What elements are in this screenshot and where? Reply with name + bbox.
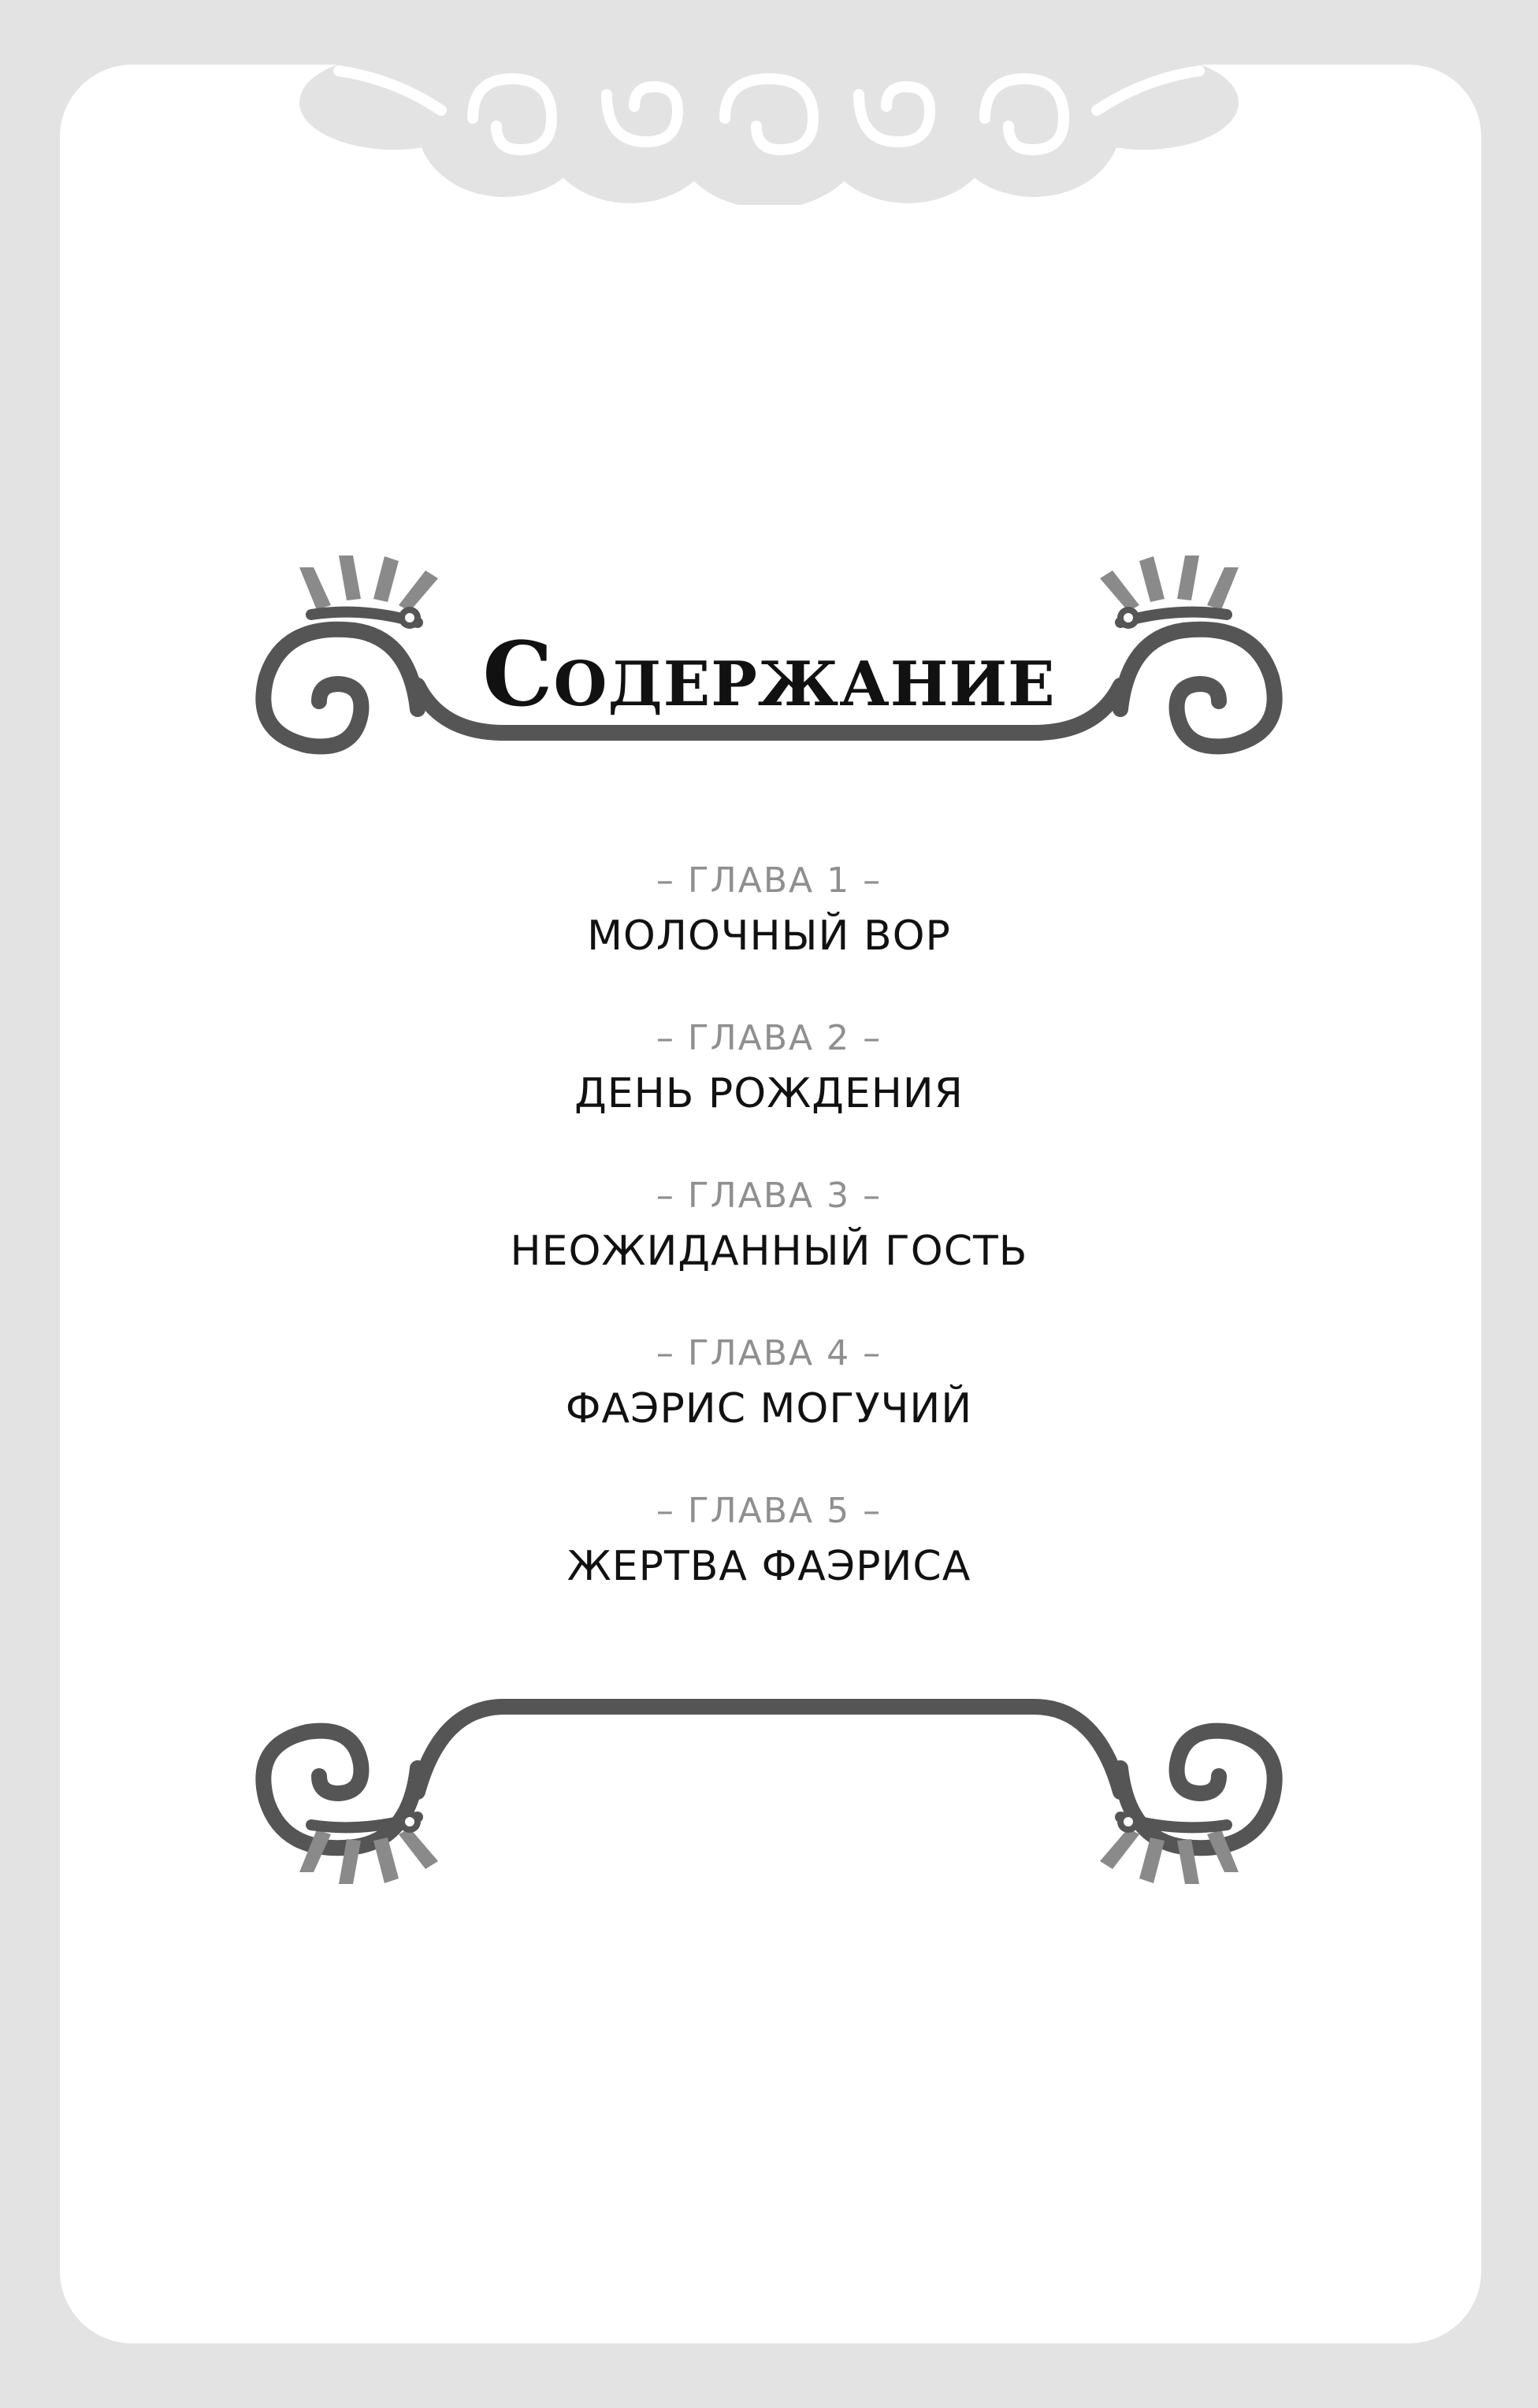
chapter-title: МОЛОЧНЫЙ ВОР <box>587 912 951 960</box>
chapter-label: – ГЛАВА 2 – <box>656 1018 882 1058</box>
table-of-contents <box>0 859 1538 1647</box>
chapter-label: – ГЛАВА 1 – <box>656 860 882 901</box>
page-title: Содержание <box>482 623 1056 727</box>
toc-entry-chapter-4[interactable] <box>0 1332 1538 1489</box>
chapter-title: ФАЭРИС МОГУЧИЙ <box>565 1385 973 1433</box>
chapter-title: ЖЕРТВА ФАЭРИСА <box>567 1543 971 1590</box>
chapter-label: – ГЛАВА 5 – <box>656 1491 882 1531</box>
toc-entry-chapter-2[interactable] <box>0 1016 1538 1174</box>
toc-entry-chapter-3[interactable] <box>0 1174 1538 1332</box>
chapter-title: НЕОЖИДАННЫЙ ГОСТЬ <box>510 1228 1028 1275</box>
toc-entry-chapter-1[interactable] <box>0 859 1538 1016</box>
chapter-label: – ГЛАВА 4 – <box>656 1333 882 1373</box>
chapter-title: ДЕНЬ РОЖДЕНИЯ <box>574 1070 964 1117</box>
chapter-label: – ГЛАВА 3 – <box>656 1176 882 1216</box>
toc-entry-chapter-5[interactable] <box>0 1489 1538 1647</box>
